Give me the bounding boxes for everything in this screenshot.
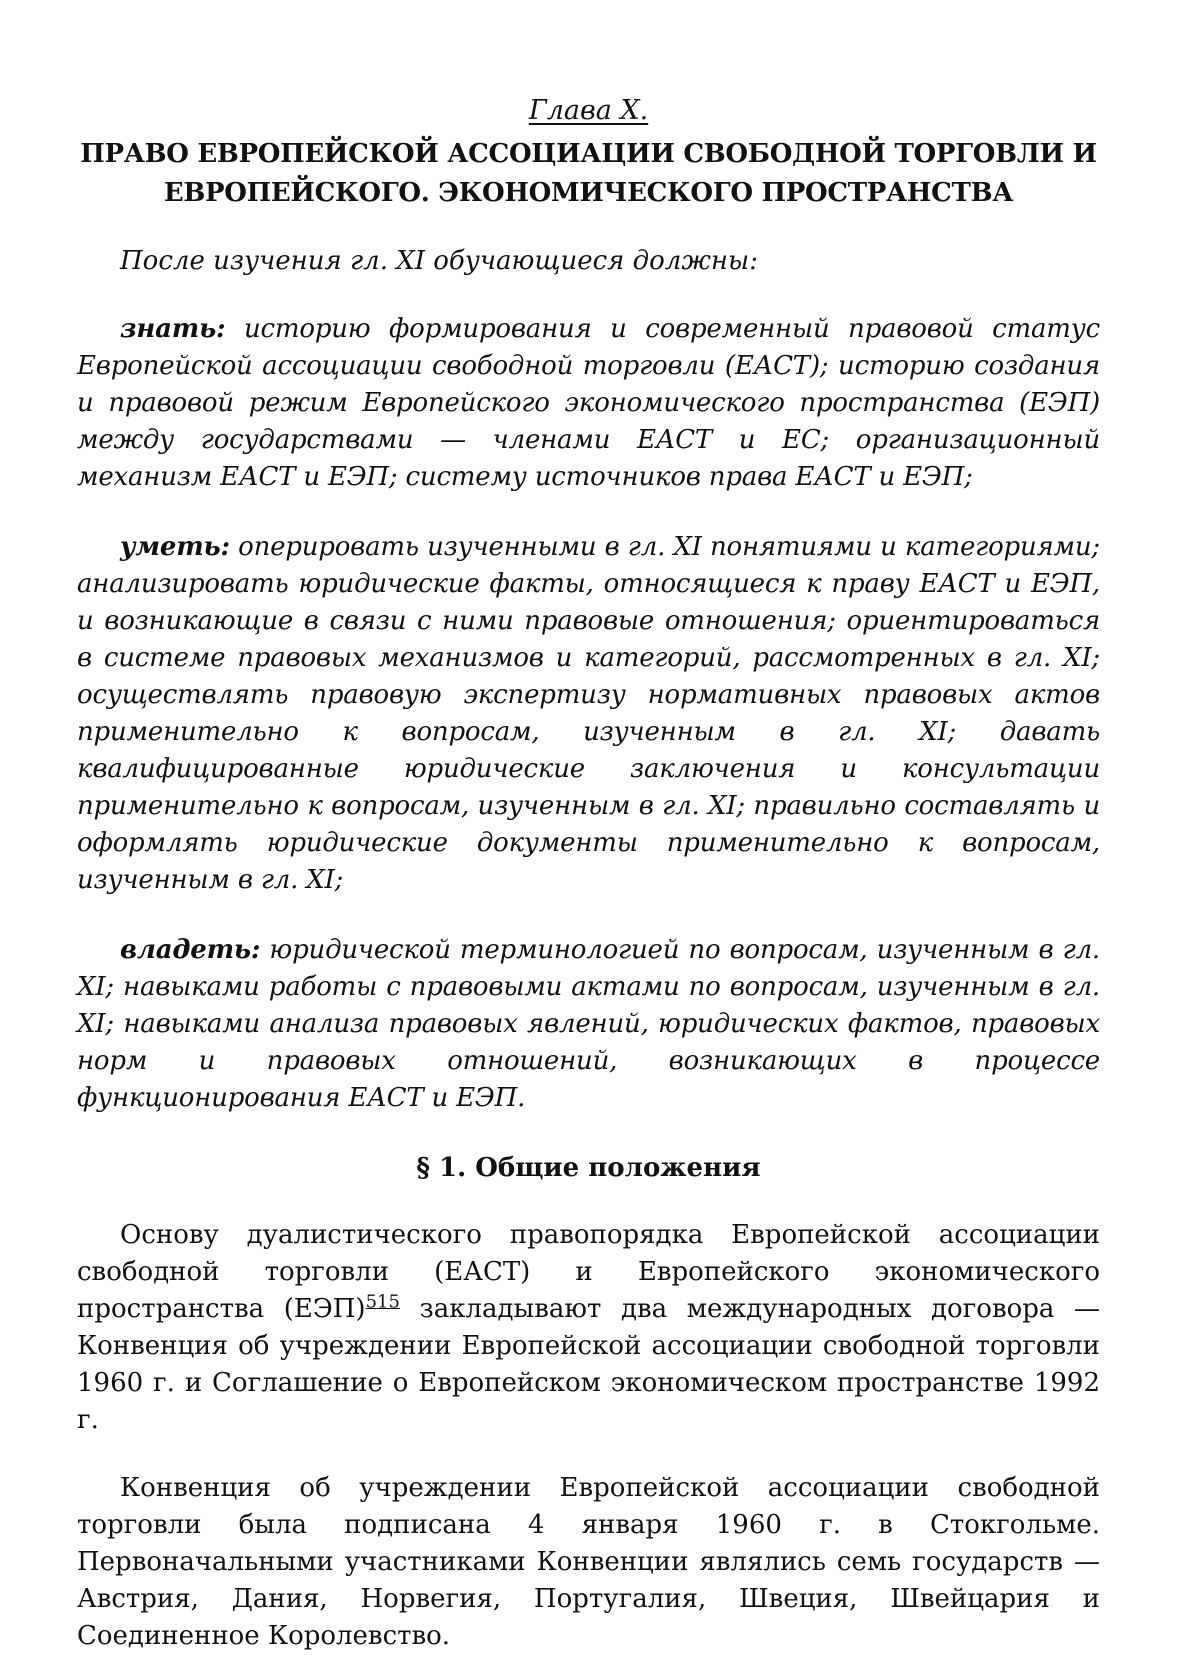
paragraph-1 (77, 1217, 1100, 1439)
objective-able-text: оперировать изученными в гл. XI понятиями и категориями; анализировать юридические факты, относящиеся к праву ЕАСТ и ЕЭП, и возникающие в связи с ними правовые отношения; ориентироваться в системе правовых механизмов и категорий, рассмотренных в гл. XI; осуществлять правовую экспертизу нормативных правовых актов применительно к вопросам, изученным в гл. XI; давать квалифицированные юридические заключения и консультации применительно к вопросам, изученным в гл. XI; правильно составлять и оформлять юридические документы применительно к вопросам, изученным в гл. XI; (77, 532, 1100, 895)
objective-know-text: историю формирования и современный правовой статус Европейской ассоциации свободной торговли (ЕАСТ); историю создания и правовой режим Европейского экономического пространства (ЕЭП) между государствами — членами ЕАСТ и ЕС; организационный механизм ЕАСТ и ЕЭП; систему источников права ЕАСТ и ЕЭП; (77, 314, 1100, 492)
objective-own-label: владеть: (120, 935, 261, 965)
footnote-link[interactable]: 515 (365, 1291, 400, 1313)
chapter-title-line-1: ПРАВО ЕВРОПЕЙСКОЙ АССОЦИАЦИИ СВОБОДНОЙ ТОРГОВЛИ И (80, 139, 1097, 169)
chapter-label: Глава X. (528, 95, 649, 126)
paragraph-1-end: закладывают два международных договора — Конвенция об учреждении Европейской ассоциации свободной торговли 1960 г. и Соглашение о Европейском экономическом пространстве 1992 г. (77, 1294, 1100, 1435)
objective-own-text: юридической терминологией по вопросам, изученным в гл. XI; навыками работы с правовыми актами по вопросам, изученным в гл. XI; навыками анализа правовых явлений, юридических фактов, правовых норм и правовых отношений, возникающих в процессе функционирования ЕАСТ и ЕЭП. (77, 935, 1100, 1113)
section-title: § 1. Общие положения (416, 1153, 761, 1183)
chapter-title (77, 135, 1100, 213)
objective-able-label: уметь: (120, 532, 230, 562)
objective-own (77, 932, 1100, 1117)
chapter-title-line-2: ЕВРОПЕЙСКОГО. ЭКОНОМИЧЕСКОГО ПРОСТРАНСТВА (163, 178, 1014, 208)
objectives-intro: После изучения гл. XI обучающиеся должны: (120, 246, 758, 276)
objective-able (77, 529, 1100, 899)
objective-know (77, 311, 1100, 496)
objective-know-label: знать: (120, 314, 226, 344)
paragraph-2: Конвенция об учреждении Европейской ассоциации свободной торговли была подписана 4 января 1960 г. в Стокгольме. Первоначальными участниками Конвенции являлись семь государств — Австрия, Дания, Норвегия, Португалия, Швеция, Швейцария и Соединенное Королевство. (77, 1473, 1100, 1651)
paragraph-1-start: Основу дуалистического правопорядка Европейской ассоциации свободной торговли (ЕАСТ) и Европейского экономического пространства (ЕЭП) (77, 1220, 1100, 1324)
